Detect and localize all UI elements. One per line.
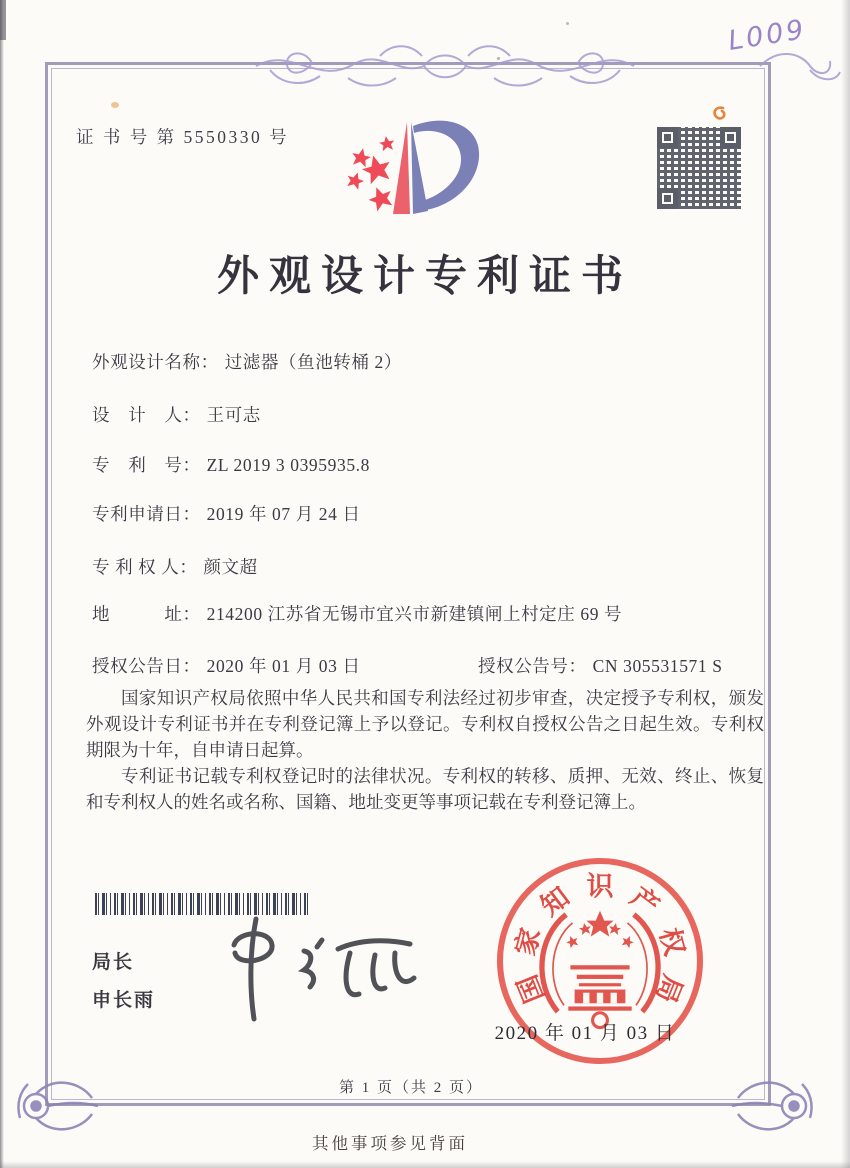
qr-finder-icon [720, 127, 741, 148]
logo-red-spike [393, 122, 410, 214]
field-value: 214200 江苏省无锡市宜兴市新建镇闸上村定庄 69 号 [206, 604, 623, 624]
field-row-patentee [92, 554, 258, 579]
qr-code [657, 127, 741, 209]
field-value: 王可志 [206, 405, 261, 425]
certificate-title: 外观设计专利证书 [216, 254, 633, 300]
qr-finder-icon [657, 127, 678, 148]
scan-corner-mark [0, 0, 6, 40]
field-row-address [92, 601, 622, 626]
commissioner-title: 局长 [92, 952, 135, 973]
field-label: 地 址： [92, 604, 201, 624]
commissioner-signature [218, 913, 430, 1027]
field-value: CN 305531571 S [592, 656, 723, 676]
ink-speck [497, 57, 500, 60]
field-label: 授权公告日： [92, 656, 201, 676]
scan-edge-right [841, 0, 850, 1168]
seal-char: 识 [586, 871, 614, 902]
commissioner-name: 申长雨 [92, 990, 156, 1011]
back-note: 其他事项参见背面 [312, 1134, 468, 1153]
scan-edge-left [0, 0, 4, 1168]
ink-speck [111, 102, 119, 108]
field-value: 过滤器（鱼池转桶 2） [224, 352, 402, 372]
field-label: 专 利 号： [92, 455, 201, 475]
field-row-grant-date [92, 653, 361, 678]
field-row-grant-number [478, 653, 723, 678]
seal-char: 局 [650, 970, 689, 1008]
paragraph-grant-statement: 国家知识产权局依照中华人民共和国专利法经过初步审查，决定授予专利权，颁发外观设计专利证书并在专利登记簿上予以登记。专利权自授权公告之日起生效。专利权期限为十年，自申请日起算。 [86, 688, 764, 760]
field-row-designer [92, 402, 261, 427]
field-value: ZL 2019 3 0395935.8 [206, 455, 370, 475]
seal-char: 产 [625, 881, 665, 922]
barcode [95, 893, 311, 915]
seal-char: 知 [535, 881, 575, 922]
seal-date: 2020 年 01 月 03 日 [494, 1023, 676, 1044]
field-row-filing-date [92, 501, 361, 526]
field-value: 颜文超 [203, 557, 258, 577]
paragraph-register-statement: 专利证书记载专利权登记时的法律状况。专利权的转移、质押、无效、终止、恢复和专利权人的姓名或名称、国籍、地址变更等事项记载在专利登记簿上。 [86, 766, 764, 812]
field-row-patent-number [92, 452, 370, 477]
field-value: 2020 年 01 月 03 日 [206, 656, 361, 676]
field-row-design-name [92, 349, 402, 374]
field-label: 授权公告号： [478, 656, 587, 676]
seal-char: 家 [510, 924, 547, 959]
field-label: 专利申请日： [92, 504, 201, 524]
seal-char: 权 [653, 924, 690, 959]
field-value: 2019 年 07 月 24 日 [206, 504, 361, 524]
seal-char: 国 [511, 970, 550, 1008]
scan-edge-bottom [0, 1161, 850, 1168]
field-label: 外观设计名称： [92, 352, 219, 372]
field-label: 设 计 人： [92, 405, 201, 425]
orange-pen-mark [710, 105, 728, 123]
legal-text [86, 685, 764, 815]
ink-speck [566, 22, 569, 25]
field-label: 专 利 权 人： [92, 557, 198, 577]
certificate-number: 证 书 号 第 5550330 号 [76, 127, 290, 147]
handwritten-note: L009 [726, 14, 809, 57]
cnipa-logo [340, 110, 535, 238]
page-number: 第 1 页（共 2 页） [338, 1080, 483, 1096]
qr-finder-icon [657, 188, 678, 209]
